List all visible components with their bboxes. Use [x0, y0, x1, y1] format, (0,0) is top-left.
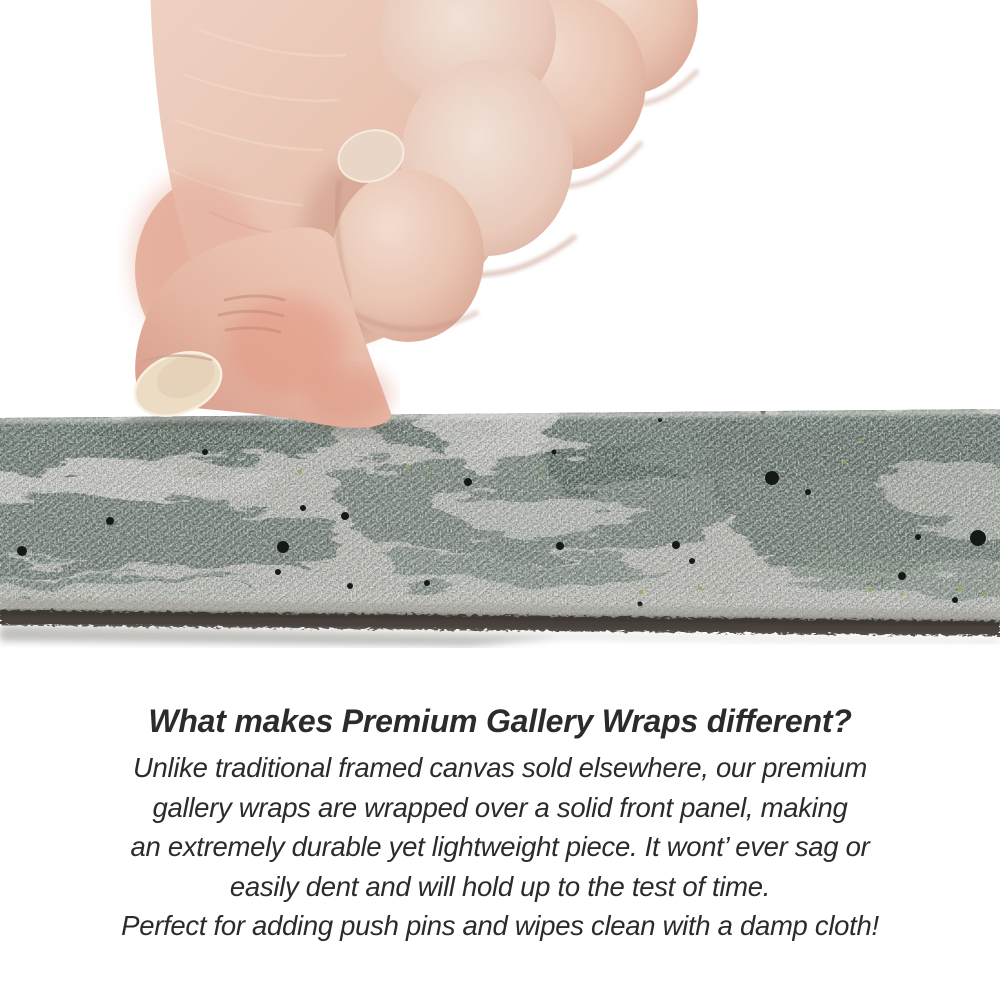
caption-line: gallery wraps are wrapped over a solid front panel, making	[152, 791, 848, 823]
caption-title: What makes Premium Gallery Wraps different?	[148, 703, 852, 739]
thumb-contact-shadow	[122, 415, 278, 429]
hand-pressing-thumb	[125, 0, 698, 428]
canvas-edge-strip	[0, 400, 1000, 646]
caption-line: Unlike traditional framed canvas sold elsewhere, our premium	[132, 752, 867, 783]
caption-line: easily dent and will hold up to the test of time.	[229, 870, 771, 902]
caption-block	[0, 701, 1000, 946]
caption-line: an extremely durable yet lightweight piece. It wont’ ever sag or	[130, 831, 870, 862]
caption-line: Perfect for adding push pins and wipes clean with a damp cloth!	[121, 910, 879, 941]
